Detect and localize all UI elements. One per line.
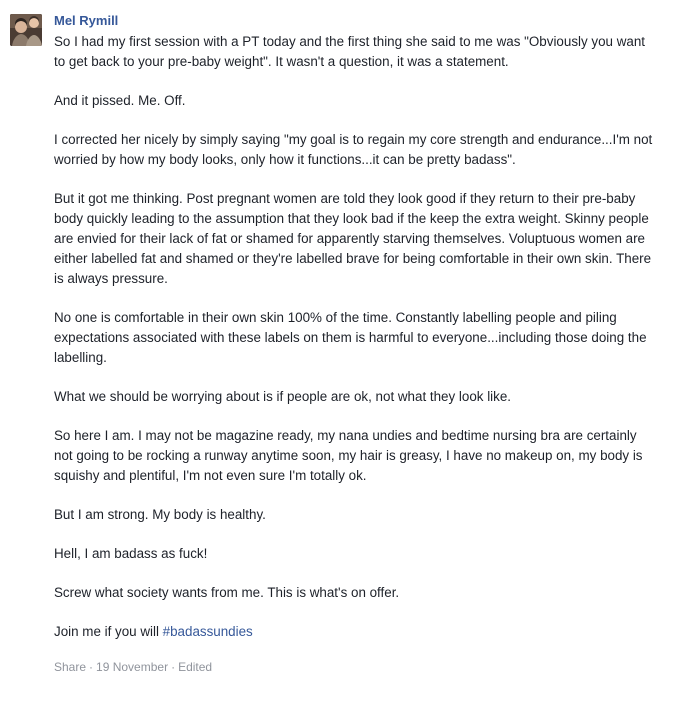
post-paragraph: I corrected her nicely by simply saying "my goal is to regain my core strength and endurance...I'm not worried by how my body looks, only how it functions...it can be pretty badass".	[54, 132, 653, 167]
post-paragraph: And it pissed. Me. Off.	[54, 93, 186, 108]
post-paragraph: So I had my first session with a PT today and the first thing she said to me was "Obviously you want to get back to your pre-baby weight". It wasn't a question, it was a statement.	[54, 34, 645, 69]
edited-label[interactable]: Edited	[178, 660, 213, 674]
hashtag-link[interactable]: #badassundies	[162, 624, 253, 639]
post-paragraph: But I am strong. My body is healthy.	[54, 507, 266, 522]
user-avatar-photo-icon	[10, 14, 42, 46]
footer-separator: ·	[89, 660, 94, 674]
post-paragraph: Screw what society wants from me. This is what's on offer.	[54, 585, 400, 600]
share-button[interactable]: Share	[54, 660, 87, 674]
post-paragraph: Hell, I am badass as fuck!	[54, 546, 208, 561]
avatar[interactable]	[10, 14, 42, 46]
post-paragraph: So here I am. I may not be magazine ready, my nana undies and bedtime nursing bra are certainly not going to be rocking a runway anytime soon, my hair is greasy, I have no makeup on, my body is squishy and plentiful, I'm not even sure I'm totally ok.	[54, 428, 643, 483]
post-body	[54, 32, 657, 642]
post-paragraph: But it got me thinking. Post pregnant women are told they look good if they return to their pre-baby body quickly leading to the assumption that they look bad if the keep the extra weight. Skinny people are envied for their lack of fat or shamed for apparently starving themselves. Voluptuous women are either labelled fat and shamed or they're labelled brave for being comfortable in their own skin. There is always pressure.	[54, 191, 652, 286]
post-date[interactable]: 19 November	[96, 660, 169, 674]
footer-separator: ·	[171, 660, 176, 674]
post-author-name[interactable]: Mel Rymill	[54, 13, 119, 28]
post-paragraph: What we should be worrying about is if people are ok, not what they look like.	[54, 389, 512, 404]
post-footer	[54, 659, 657, 675]
post-closing-line	[54, 622, 657, 642]
post-paragraph: No one is comfortable in their own skin 100% of the time. Constantly labelling people and piling expectations associated with these labels on them is harmful to everyone...including those doing the labelling.	[54, 310, 647, 365]
closing-text: Join me if you will	[54, 624, 163, 639]
